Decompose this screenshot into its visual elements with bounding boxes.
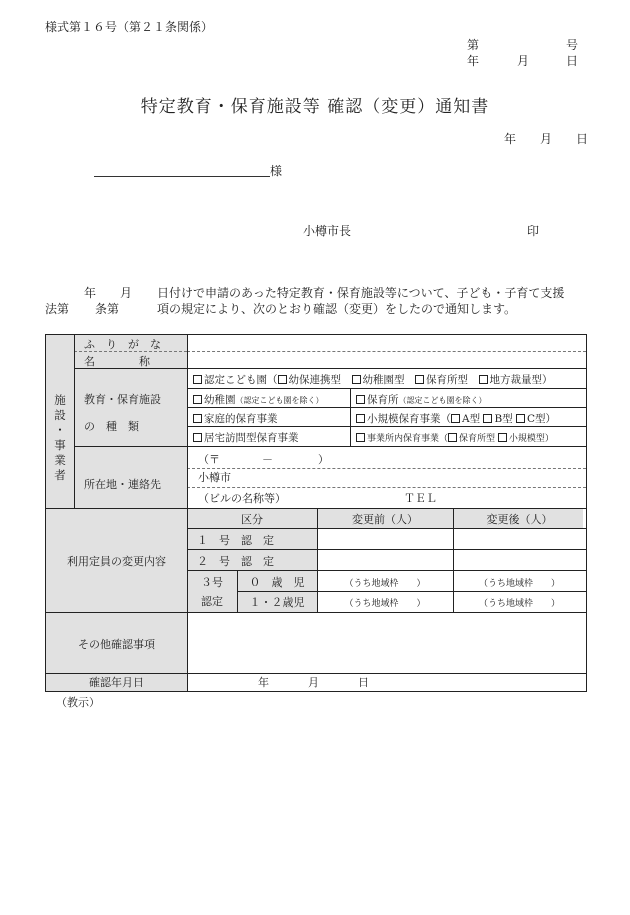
checkbox-nintei[interactable] xyxy=(193,375,202,384)
postal-close: ） xyxy=(318,453,329,466)
addressee-line xyxy=(94,176,270,177)
option-kyotaku[interactable]: 居宅訪問型保育事業 xyxy=(193,430,299,445)
col-line xyxy=(74,335,75,508)
doc-date-year: 年 xyxy=(467,54,480,68)
facility-type-label-2: の 種 類 xyxy=(84,420,139,433)
chiiki-before-age0: （うち地域枠 ） xyxy=(344,579,426,589)
row-line xyxy=(237,591,586,592)
seal-mark: 印 xyxy=(527,224,540,238)
furigana-label: ふ り が な xyxy=(84,338,161,351)
notice-date-year: 年 xyxy=(504,132,517,146)
confirm-day: 日 xyxy=(358,676,369,689)
row-line xyxy=(187,549,586,550)
postal-open: （〒 xyxy=(198,453,220,466)
page-title: 特定教育・保育施設等 確認（変更）通知書 xyxy=(140,97,490,117)
option-katei[interactable]: 家庭的保育事業 xyxy=(193,411,278,426)
row-line xyxy=(46,508,586,509)
kyoji-note: （教示） xyxy=(56,696,100,709)
row-line xyxy=(187,570,586,571)
col-line xyxy=(350,388,351,446)
doc-number-dai: 第 xyxy=(467,38,480,52)
checkbox-b-type[interactable] xyxy=(483,414,492,423)
confirmation-table xyxy=(45,334,587,692)
issuer-name: 小樽市長 xyxy=(303,224,352,238)
option-youchien[interactable]: 幼稚園（認定こども園を除く） xyxy=(193,392,324,407)
row-line xyxy=(187,388,586,389)
body-year: 年 xyxy=(84,286,97,300)
checkbox-jigyosho[interactable] xyxy=(356,433,365,442)
checkbox-shokibo[interactable] xyxy=(356,414,365,423)
row-age0: ０ 歳 児 xyxy=(249,576,305,589)
postal-dash: － xyxy=(262,453,273,466)
chiiki-after-age12: （うち地域枠 ） xyxy=(478,599,560,609)
body-line1: 日付けで申請のあった特定教育・保育施設等について、子ども・子育て支援 xyxy=(157,286,565,300)
confirm-label: 確認年月日 xyxy=(89,676,144,689)
address-tel: ＴＥＬ xyxy=(404,492,437,505)
option-shokibo[interactable]: 小規模保育事業（ A型 B型 C型） xyxy=(356,411,556,426)
address-city: 小樽市 xyxy=(198,471,231,484)
row-line xyxy=(74,368,586,369)
checkbox-kyotaku[interactable] xyxy=(193,433,202,442)
body-month: 月 xyxy=(120,286,133,300)
option-nintei[interactable]: 認定こども園（ 幼保連携型 幼稚園型 保育所型 地方裁量型） xyxy=(193,372,553,387)
furigana-divider-right xyxy=(187,351,586,352)
facility-side-label: 施 設 ・ 事 業 者 xyxy=(54,393,66,482)
other-label: その他確認事項 xyxy=(78,638,155,651)
checkbox-jigyosho-shokibo[interactable] xyxy=(498,433,507,442)
kubun-header: 区分 xyxy=(241,513,263,526)
row-line xyxy=(187,407,586,408)
checkbox-youchien-gata[interactable] xyxy=(352,375,361,384)
body-jo: 条第 xyxy=(95,302,120,316)
row-line xyxy=(74,446,586,447)
row-age12: １・２歳児 xyxy=(249,596,305,609)
checkbox-jigyosho-hoikusho[interactable] xyxy=(448,433,457,442)
body-law: 法第 xyxy=(45,302,70,316)
facility-type-label-1: 教育・保育施設 xyxy=(84,393,161,406)
confirm-year: 年 xyxy=(258,676,269,689)
checkbox-youchien[interactable] xyxy=(193,395,202,404)
doc-date-month: 月 xyxy=(517,54,530,68)
row-line xyxy=(46,612,586,613)
form-number: 様式第１６号（第２１条関係） xyxy=(45,20,214,34)
doc-date-day: 日 xyxy=(566,54,579,68)
notice-date-day: 日 xyxy=(576,132,589,146)
name-label: 名 称 xyxy=(84,355,150,368)
row-go1: １ 号 認 定 xyxy=(197,534,274,547)
row-line xyxy=(187,426,586,427)
capacity-label: 利用定員の変更内容 xyxy=(67,555,166,568)
doc-number-go: 号 xyxy=(566,38,579,52)
addressee-sama: 様 xyxy=(270,164,283,178)
checkbox-katei[interactable] xyxy=(193,414,202,423)
address-divider xyxy=(187,487,586,488)
before-header: 変更前（人） xyxy=(352,513,418,526)
checkbox-c-type[interactable] xyxy=(516,414,525,423)
checkbox-a-type[interactable] xyxy=(451,414,460,423)
option-jigyosho[interactable]: 事業所内保育事業（ 保育所型 小規模型） xyxy=(356,431,554,444)
checkbox-hoikusho-gata[interactable] xyxy=(415,375,424,384)
notice-date-month: 月 xyxy=(540,132,553,146)
row-go3-line1: ３号 xyxy=(201,576,223,589)
checkbox-hoikusho[interactable] xyxy=(356,395,365,404)
chiiki-before-age12: （うち地域枠 ） xyxy=(344,599,426,609)
checkbox-youho[interactable] xyxy=(278,375,287,384)
chiiki-after-age0: （うち地域枠 ） xyxy=(478,579,560,589)
row-go3-line2: 認定 xyxy=(201,595,223,608)
row-go2: ２ 号 認 定 xyxy=(197,555,274,568)
row-line xyxy=(187,528,586,529)
body-line2: 項の規定により、次のとおり確認（変更）をしたので通知します。 xyxy=(157,302,517,316)
address-building: （ビルの名称等） xyxy=(198,492,286,505)
address-label: 所在地・連絡先 xyxy=(84,478,161,491)
address-divider xyxy=(187,468,586,469)
checkbox-chiho[interactable] xyxy=(479,375,488,384)
option-hoikusho[interactable]: 保育所（認定こども園を除く） xyxy=(356,392,487,407)
after-header: 変更後（人） xyxy=(486,513,553,526)
confirm-month: 月 xyxy=(308,676,319,689)
